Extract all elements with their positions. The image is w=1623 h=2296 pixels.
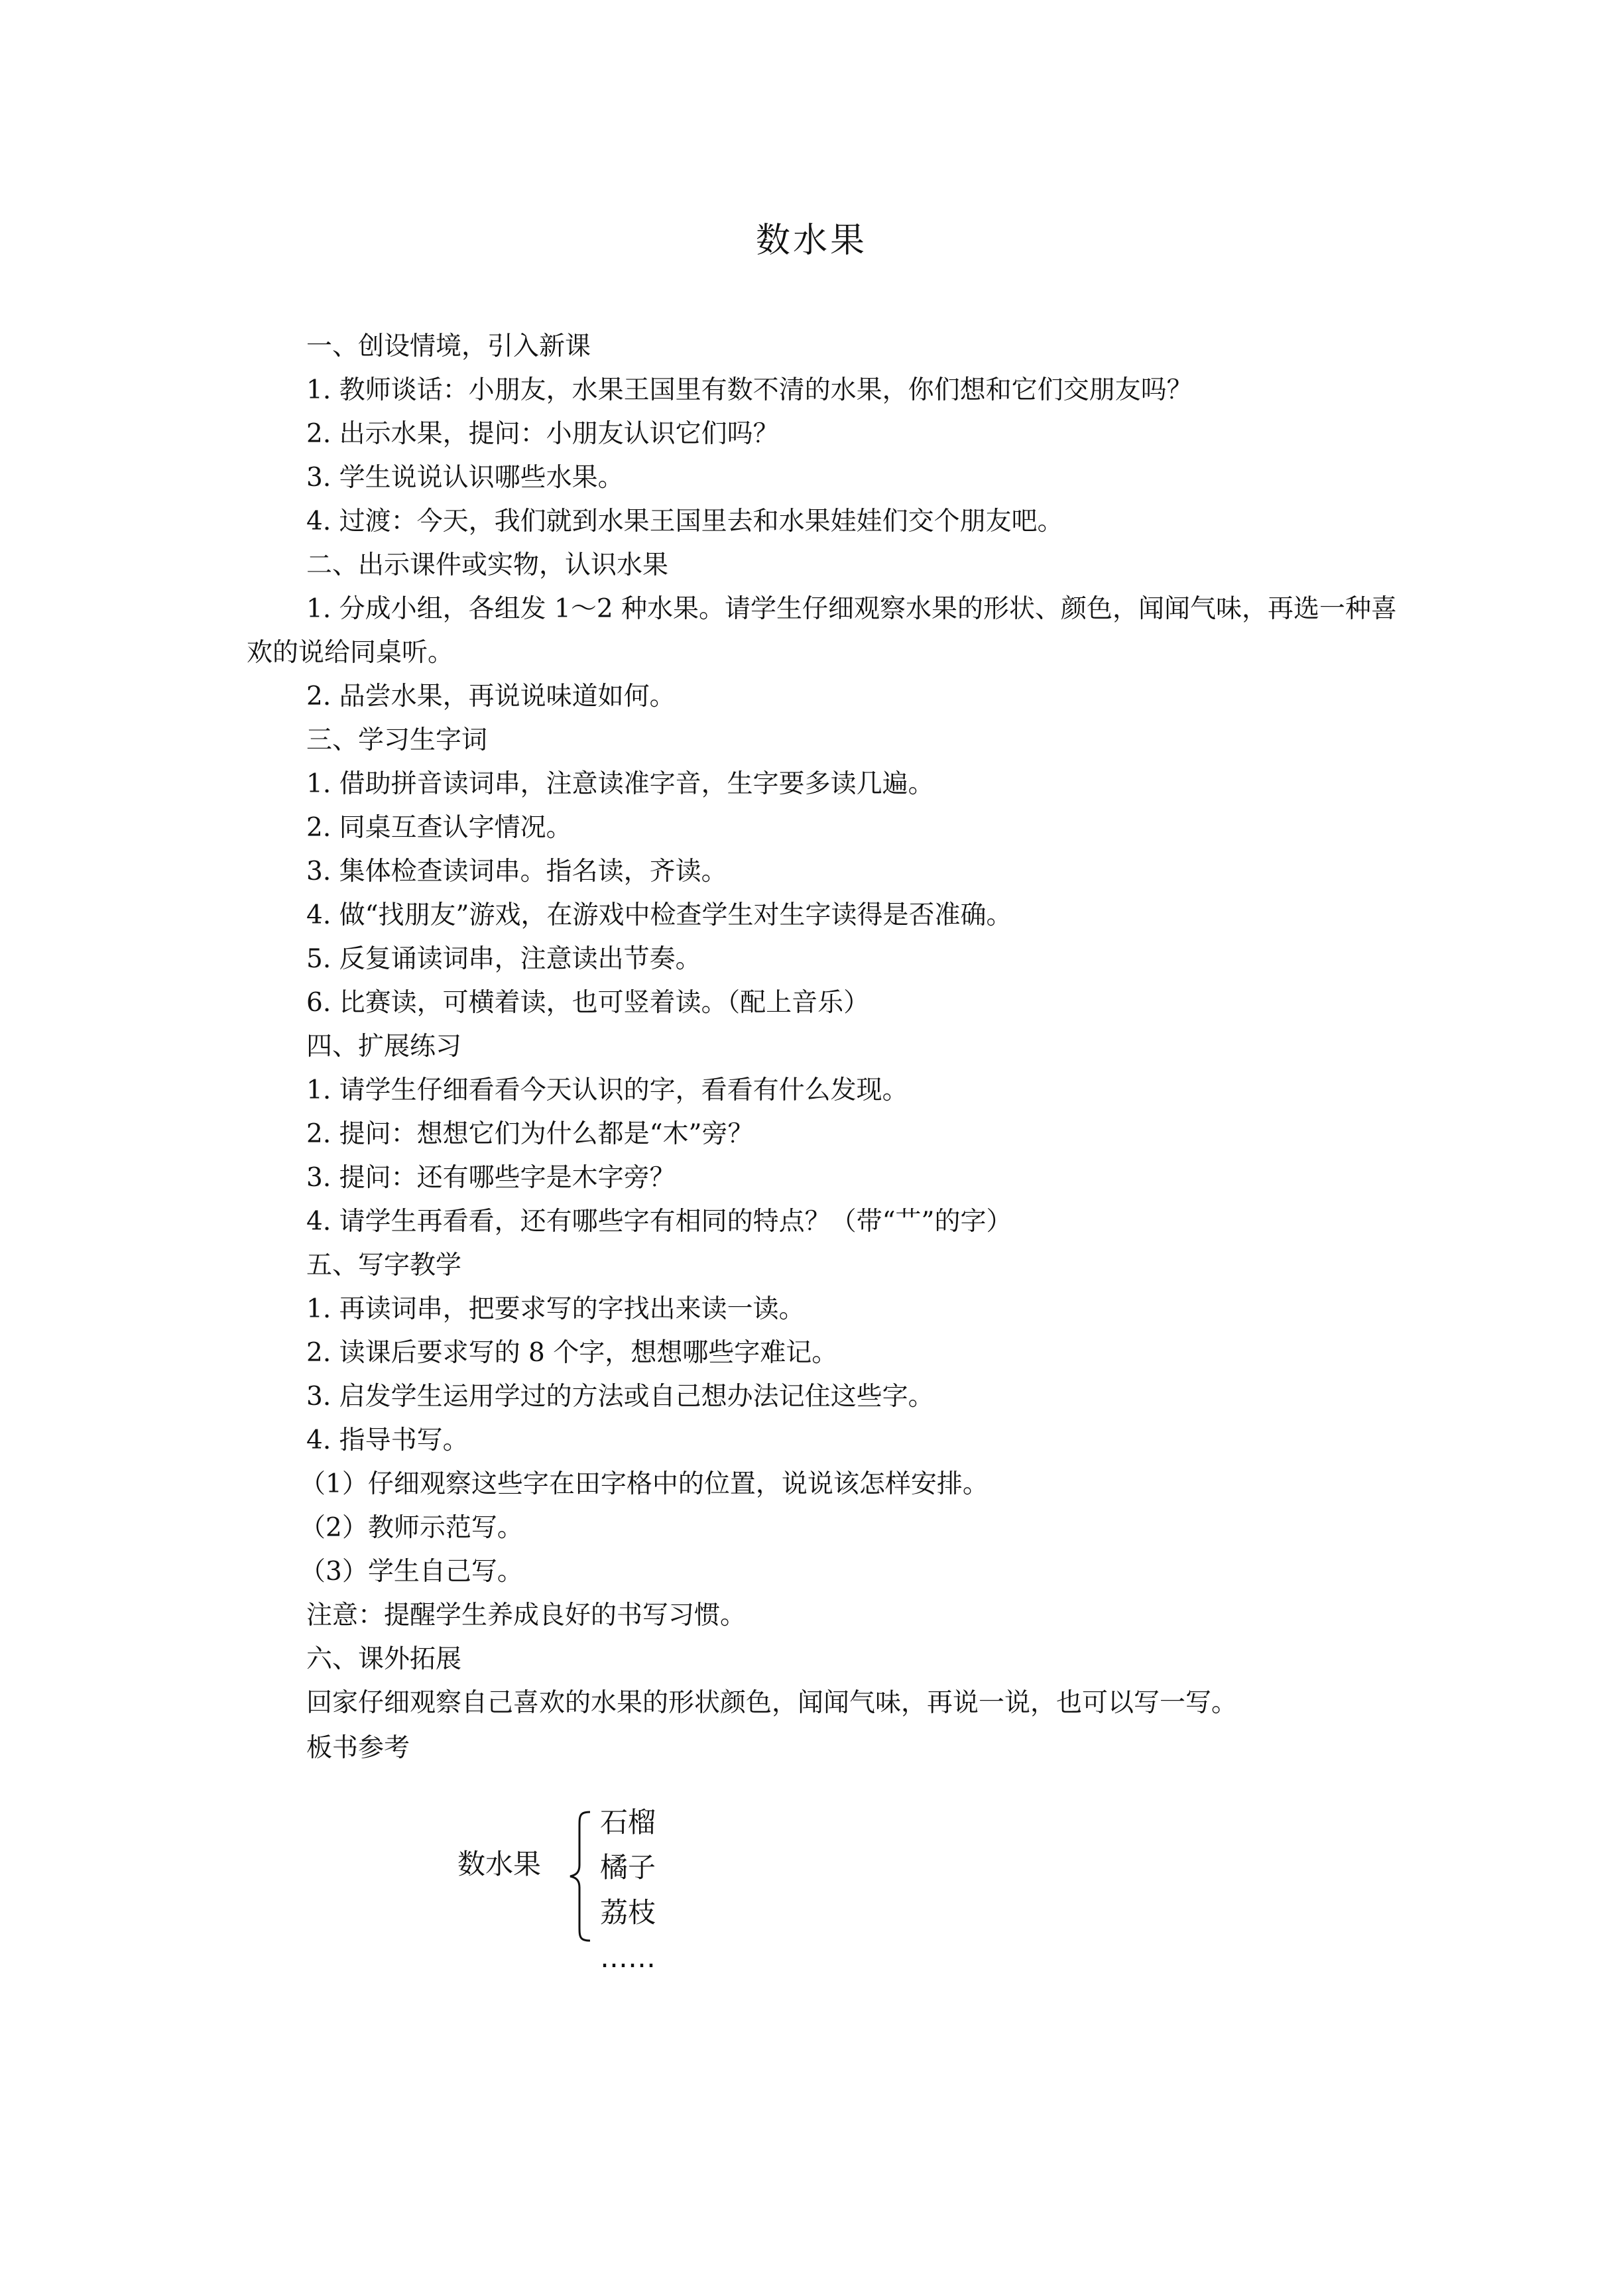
text-line: 1. 教师谈话：小朋友，水果王国里有数不清的水果，你们想和它们交朋友吗？ — [306, 375, 1193, 405]
text-line: 2. 读课后要求写的 8 个字，想想哪些字难记。 — [306, 1338, 838, 1368]
board-items — [600, 1800, 656, 1980]
text-line: 注意：提醒学生养成良好的书写习惯。 — [306, 1601, 747, 1630]
brace-icon — [564, 1807, 597, 1946]
board-item: 荔枝 — [600, 1896, 656, 1929]
section-heading: 三、学习生字词 — [306, 725, 488, 755]
board-item: 石榴 — [600, 1806, 656, 1839]
text-line: 2. 同桌互查认字情况。 — [306, 813, 572, 843]
board-title: 数水果 — [457, 1848, 542, 1880]
board-reference-label: 板书参考 — [306, 1733, 410, 1763]
text-line: 2. 品尝水果，再说说味道如何。 — [306, 682, 676, 711]
page-title: 数水果 — [755, 221, 867, 261]
text-line: 5. 反复诵读词串，注意读出节奏。 — [306, 944, 701, 974]
blackboard-diagram — [457, 1800, 789, 1972]
text-line: 回家仔细观察自己喜欢的水果的形状颜色，闻闻气味，再说一说，也可以写一写。 — [306, 1688, 1238, 1718]
sub-item: （1）仔细观察这些字在田字格中的位置，说说该怎样安排。 — [300, 1469, 989, 1499]
text-line: 4. 过渡：今天，我们就到水果王国里去和水果娃娃们交个朋友吧。 — [306, 507, 1063, 536]
text-line: 4. 指导书写。 — [306, 1425, 469, 1455]
text-line: 6. 比赛读，可横着读，也可竖着读。（配上音乐） — [306, 988, 870, 1018]
text-line: 4. 做“找朋友”游戏，在游戏中检查学生对生字读得是否准确。 — [306, 900, 1012, 930]
text-line: 2. 出示水果，提问：小朋友认识它们吗？ — [306, 419, 779, 449]
board-item: …… — [600, 1941, 656, 1974]
board-item: 橘子 — [600, 1851, 656, 1884]
section-heading: 四、扩展练习 — [306, 1032, 462, 1061]
section-heading: 二、出示课件或实物，认识水果 — [306, 550, 669, 580]
text-line: 3. 集体检查读词串。指名读，齐读。 — [306, 857, 727, 886]
text-paragraph: 1. 分成小组，各组发 1～2 种水果。请学生仔细观察水果的形状、颜色，闻闻气味，再选一种喜欢的说给同桌听。 — [247, 594, 1398, 668]
sub-item: （3）学生自己写。 — [300, 1557, 523, 1587]
text-line: 1. 再读词串，把要求写的字找出来读一读。 — [306, 1294, 805, 1324]
text-line: 3. 提问：还有哪些字是木字旁？ — [306, 1163, 676, 1193]
text-line: 3. 启发学生运用学过的方法或自己想办法记住这些字。 — [306, 1382, 934, 1412]
text-line: 1. 借助拼音读词串，注意读准字音，生字要多读几遍。 — [306, 769, 934, 799]
section-heading: 一、创设情境，引入新课 — [306, 332, 591, 361]
sub-item: （2）教师示范写。 — [300, 1513, 523, 1543]
text-line: 1. 请学生仔细看看今天认识的字，看看有什么发现。 — [306, 1075, 908, 1105]
section-heading: 五、写字教学 — [306, 1250, 462, 1280]
lesson-plan-body — [247, 325, 1407, 1725]
text-line: 3. 学生说说认识哪些水果。 — [306, 463, 624, 493]
text-line: 2. 提问：想想它们为什么都是“木”旁？ — [306, 1119, 754, 1149]
text-line: 4. 请学生再看看，还有哪些字有相同的特点？（带“艹”的字） — [306, 1207, 1012, 1237]
section-heading: 六、课外拓展 — [306, 1644, 462, 1674]
